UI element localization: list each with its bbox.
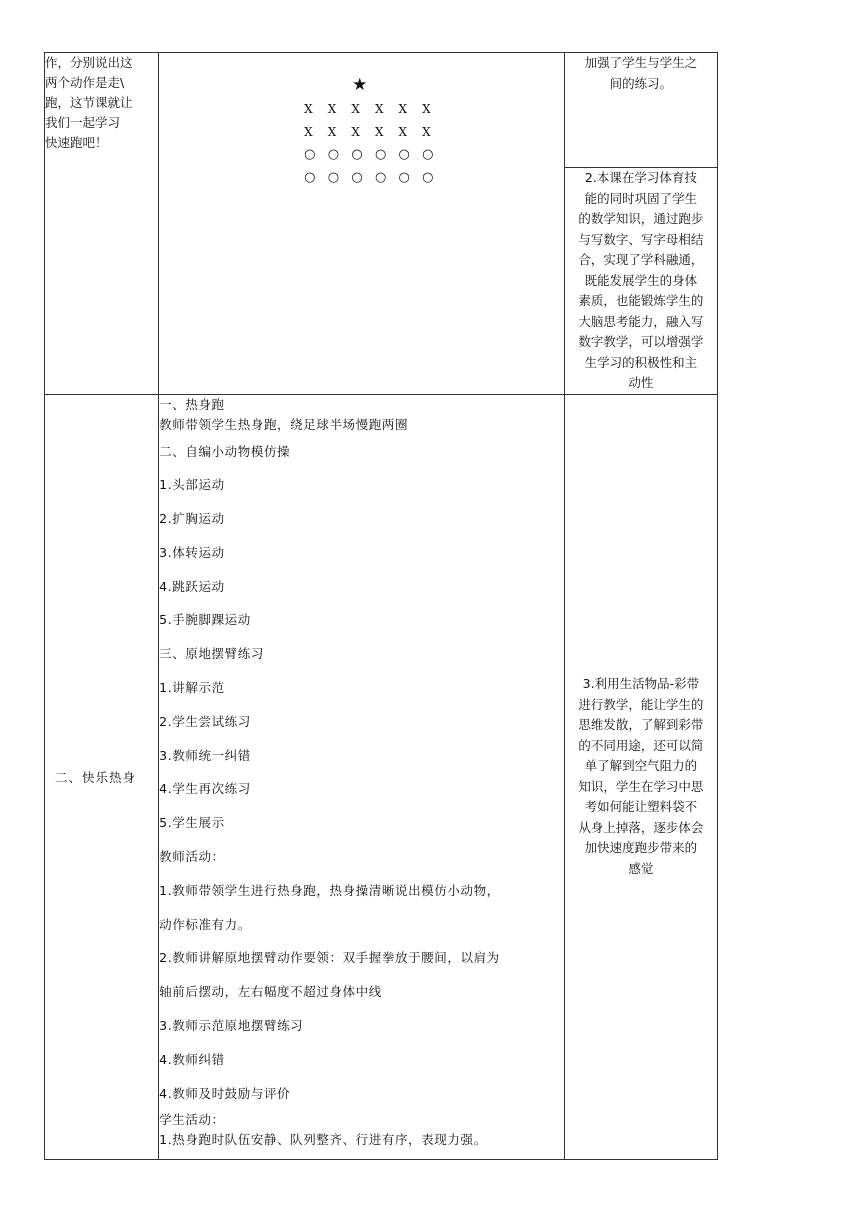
formation-row-x-2	[304, 125, 446, 139]
student-mark: X	[422, 102, 431, 116]
activity-line: 2.学生尝试练习	[159, 713, 251, 729]
activity-line: 学生活动：	[159, 1112, 225, 1128]
activity-line: 动作标准有力。	[159, 916, 251, 932]
student-mark: X	[398, 102, 408, 116]
activity-line: 三、原地摆臂练习	[159, 646, 264, 662]
teacher-star-icon: ★	[352, 75, 368, 95]
student-mark: X	[327, 102, 337, 116]
note-line: 既能发展学生的身体	[584, 272, 698, 288]
note-line: 合，实现了学科融通，	[578, 252, 704, 267]
student-mark: X	[351, 125, 360, 139]
note-line: 单了解到空气阻力的	[584, 758, 698, 773]
formation-diagram-cell	[159, 53, 565, 395]
section-title-cell	[45, 394, 159, 1159]
formation-row-o-2	[304, 170, 446, 185]
intro-line: 跑，这节课就让	[45, 95, 133, 110]
student-mark: X	[374, 125, 384, 139]
section-title: 二、快乐热身	[55, 769, 137, 785]
intro-line: 我们一起学习	[45, 115, 121, 130]
activity-line: 教师带领学生热身跑，绕足球半场慢跑两圈	[159, 416, 409, 432]
note-line: 与写数字、写字母相结	[578, 231, 704, 247]
student-mark: X	[398, 125, 408, 139]
activity-line: 4.学生再次练习	[159, 781, 251, 797]
note-line: 加快速度跑步带来的	[584, 840, 698, 855]
student-mark: ○	[304, 170, 316, 185]
note-line: 素质，也能锻炼学生的	[578, 293, 704, 308]
design-note-cell	[564, 53, 717, 168]
note-line: 加强了学生与学生之	[584, 55, 698, 70]
note-line: 考如何能让塑料袋不	[584, 799, 698, 814]
student-mark: ○	[327, 147, 340, 162]
student-mark: X	[304, 125, 313, 139]
formation-diagram	[159, 53, 564, 393]
student-mark: ○	[398, 170, 410, 185]
note-line: 知识，学生在学习中思	[578, 778, 704, 794]
note-line: 的数学知识，通过跑步	[578, 211, 704, 226]
activity-content-cell	[159, 394, 565, 1159]
formation-row-o-1	[304, 147, 446, 162]
formation-row-x-1	[304, 102, 446, 116]
activity-line: 2.教师讲解原地摆臂动作要领：双手握拳放于腰间，以肩为	[159, 950, 500, 966]
note-line: 生学习的积极性和主	[584, 354, 698, 370]
intro-line: 快速跑吧！	[45, 135, 108, 150]
activity-line: 3.体转运动	[159, 544, 225, 560]
note-line: 大脑思考能力，融入写	[578, 313, 704, 329]
student-mark: X	[374, 102, 384, 116]
student-mark: ○	[374, 170, 387, 185]
intro-line: 两个动作是走\	[45, 75, 125, 90]
activity-line: 一、热身跑	[159, 396, 225, 412]
student-mark: ○	[422, 170, 434, 185]
activity-line: 轴前后摆动，左右幅度不超过身体中线	[159, 984, 382, 1000]
activity-line: 4.教师纠错	[159, 1051, 225, 1067]
student-mark: X	[327, 125, 337, 139]
student-mark: X	[304, 102, 313, 116]
activity-line: 4.教师及时鼓励与评价	[159, 1085, 291, 1101]
table-row	[45, 53, 718, 168]
student-mark: ○	[351, 147, 363, 162]
activity-line: 1.热身跑时队伍安静、队列整齐、行进有序，表现力强。	[159, 1132, 487, 1148]
activity-line: 4.跳跃运动	[159, 578, 225, 594]
note-line: 2.本课在学习体育技	[584, 170, 697, 185]
note-line: 间的练习。	[609, 75, 673, 91]
activity-line: 5.手腕脚踝运动	[159, 612, 251, 628]
intro-line: 作，分别说出这	[45, 55, 133, 70]
note-line: 思维发散，了解到彩带	[578, 717, 704, 732]
student-mark: ○	[304, 147, 316, 162]
note-line: 能的同时巩固了学生	[584, 190, 698, 206]
note-line: 动性	[628, 375, 654, 390]
student-mark: X	[351, 102, 360, 116]
lesson-plan-table	[44, 52, 718, 1160]
note-line: 从身上掉落，逐步体会	[578, 819, 704, 835]
activity-line: 1.头部运动	[159, 477, 225, 493]
design-note-cell	[564, 168, 717, 395]
note-line: 数字教学，可以增强学	[578, 334, 704, 349]
activity-line: 教师活动：	[159, 849, 225, 865]
student-mark: X	[422, 125, 431, 139]
intro-text-cell	[45, 53, 159, 395]
activity-line: 1.讲解示范	[159, 680, 225, 696]
activity-line: 5.学生展示	[159, 815, 225, 831]
student-mark: ○	[398, 147, 410, 162]
note-line: 3.利用生活物品-彩带	[582, 676, 700, 691]
activity-line: 1.教师带领学生进行热身跑，热身操清晰说出模仿小动物，	[159, 882, 500, 898]
note-line: 的不同用途，还可以简	[578, 737, 704, 753]
table-row	[45, 394, 718, 1159]
activity-line: 二、自编小动物模仿操	[159, 443, 291, 459]
student-mark: ○	[422, 147, 434, 162]
design-note-cell	[564, 394, 717, 1159]
activity-line: 3.教师统一纠错	[159, 747, 251, 763]
activity-line: 3.教师示范原地摆臂练习	[159, 1018, 304, 1034]
activity-line: 2.扩胸运动	[159, 511, 225, 527]
student-mark: ○	[327, 170, 340, 185]
note-line: 感觉	[628, 860, 654, 876]
student-mark: ○	[374, 147, 387, 162]
student-mark: ○	[351, 170, 363, 185]
note-line: 进行教学，能让学生的	[578, 696, 704, 712]
